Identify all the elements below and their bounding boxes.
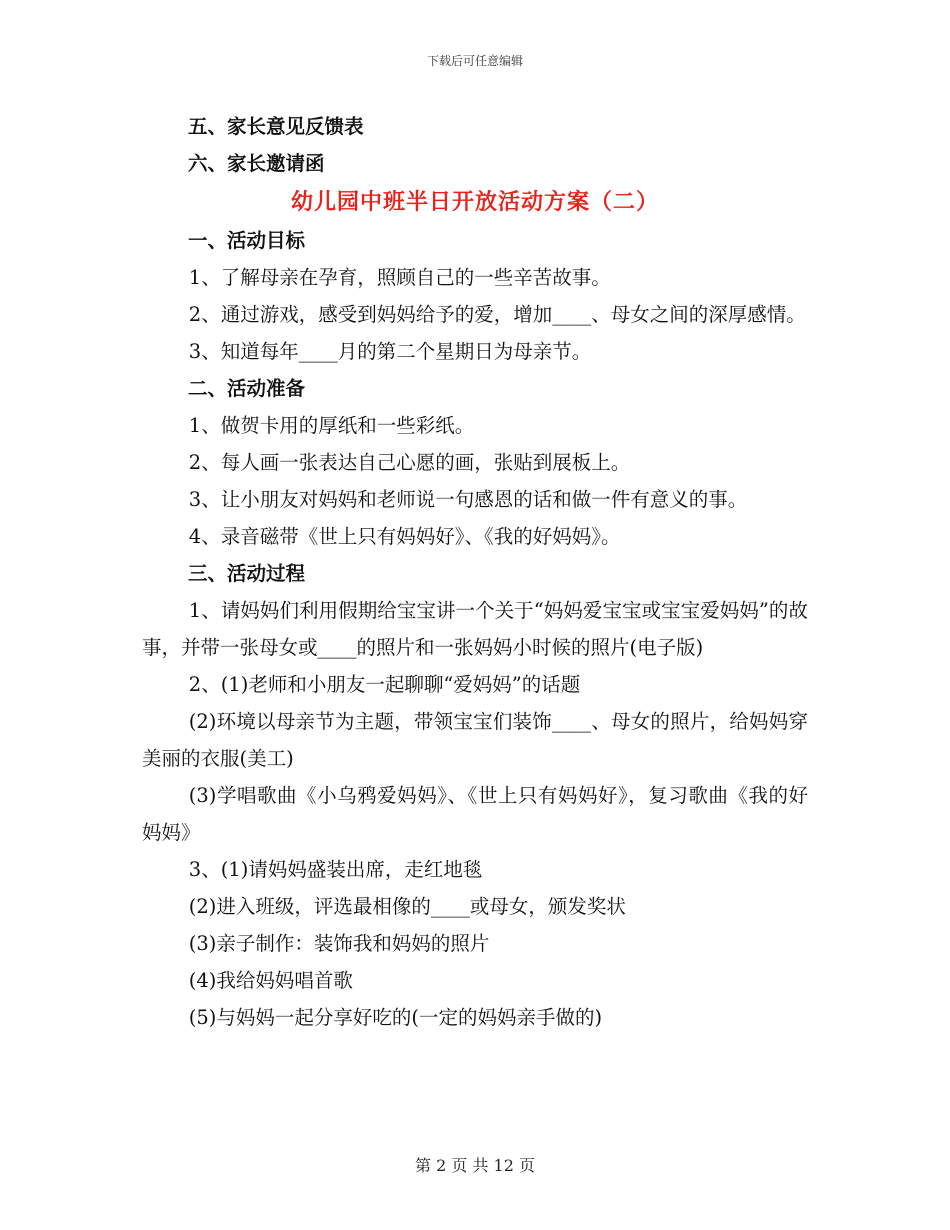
paragraph: (4)我给妈妈唱首歌 bbox=[188, 969, 353, 992]
document-body bbox=[142, 108, 808, 1036]
paragraph: 3、(1)请妈妈盛装出席，走红地毯 bbox=[188, 858, 483, 881]
paragraph: (3)学唱歌曲《小乌鸦爱妈妈》、《世上只有妈妈好》，复习歌曲《我的好妈妈》 bbox=[142, 784, 808, 844]
section-heading-process: 三、活动过程 bbox=[188, 562, 306, 585]
paragraph: (3)亲子制作：装饰我和妈妈的照片 bbox=[188, 932, 490, 955]
paragraph: 3、让小朋友对妈妈和老师说一句感恩的话和做一件有意义的事。 bbox=[188, 488, 748, 511]
section-heading-goals: 一、活动目标 bbox=[188, 229, 306, 252]
section-heading-preparation: 二、活动准备 bbox=[188, 377, 306, 400]
paragraph: (2)进入班级，评选最相像的____或母女，颁发奖状 bbox=[188, 895, 626, 918]
header-note: 下载后可任意编辑 bbox=[426, 54, 523, 68]
paragraph: 3、知道每年____月的第二个星期日为母亲节。 bbox=[188, 340, 592, 363]
paragraph: 1、做贺卡用的厚纸和一些彩纸。 bbox=[188, 414, 475, 437]
paragraph: (2)环境以母亲节为主题，带领宝宝们装饰____、母女的照片，给妈妈穿美丽的衣服(美工) bbox=[142, 710, 808, 770]
paragraph: 2、每人画一张表达自己心愿的画，张贴到展板上。 bbox=[188, 451, 631, 474]
paragraph: 2、(1)老师和小朋友一起聊聊“爱妈妈”的话题 bbox=[188, 673, 581, 696]
paragraph: 4、录音磁带《世上只有妈妈好》、《我的好妈妈》。 bbox=[188, 525, 621, 548]
list-item-parent-invitation: 六、家长邀请函 bbox=[188, 152, 325, 175]
paragraph: 1、请妈妈们利用假期给宝宝讲一个关于“妈妈爱宝宝或宝宝爱妈妈”的故事，并带一张母女或____的照片和一张妈妈小时候的照片(电子版) bbox=[142, 599, 808, 659]
document-title: 幼儿园中班半日开放活动方案（二） bbox=[290, 189, 659, 215]
paragraph: 1、了解母亲在孕育，照顾自己的一些辛苦故事。 bbox=[188, 266, 611, 289]
list-item-parent-feedback: 五、家长意见反馈表 bbox=[188, 115, 364, 138]
paragraph: 2、通过游戏，感受到妈妈给予的爱，增加____、母女之间的深厚感情。 bbox=[188, 303, 806, 326]
page-number: 第 2 页 共 12 页 bbox=[415, 1156, 535, 1175]
paragraph: (5)与妈妈一起分享好吃的(一定的妈妈亲手做的) bbox=[188, 1006, 603, 1029]
